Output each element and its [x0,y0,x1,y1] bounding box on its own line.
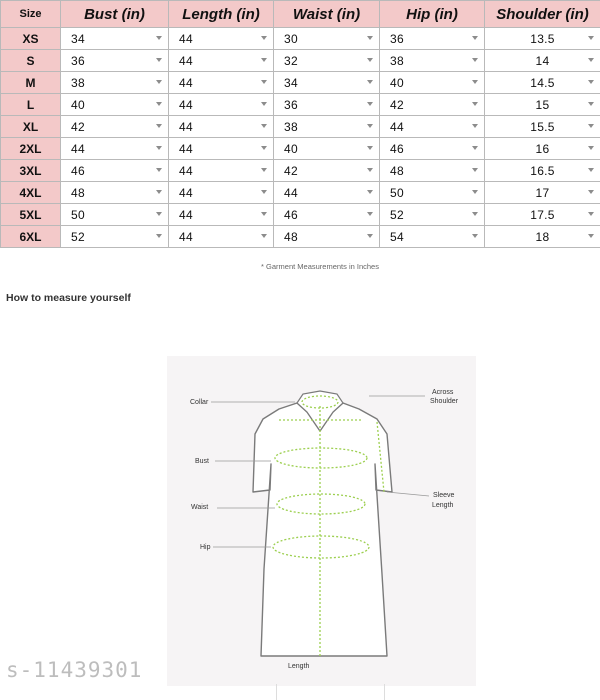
length-dropdown-cell[interactable] [169,182,274,204]
waist-dropdown-cell[interactable] [274,72,380,94]
length-dropdown-cell[interactable] [169,28,274,50]
dropdown-arrow-icon[interactable] [367,36,373,40]
waist-dropdown-cell[interactable] [274,182,380,204]
length-dropdown-cell[interactable] [169,160,274,182]
dropdown-arrow-icon[interactable] [472,102,478,106]
bust-value: 34 [71,31,85,46]
watermark-id: s-11439301 [6,658,143,682]
dropdown-arrow-icon[interactable] [472,234,478,238]
length-value: 44 [179,163,193,178]
size-cell: L [1,94,61,116]
waist-dropdown-cell[interactable] [274,138,380,160]
measurement-note: * Garment Measurements in Inches [261,262,379,271]
length-dropdown-cell[interactable] [169,226,274,248]
hip-dropdown-cell[interactable] [380,182,485,204]
bust-dropdown-cell[interactable] [61,94,169,116]
dropdown-arrow-icon[interactable] [261,102,267,106]
bust-dropdown-cell[interactable] [61,50,169,72]
size-cell: M [1,72,61,94]
header-bust: Bust (in) [61,1,169,28]
dropdown-arrow-icon[interactable] [261,58,267,62]
size-cell: S [1,50,61,72]
shoulder-dropdown-cell[interactable] [485,50,600,72]
dropdown-arrow-icon[interactable] [472,58,478,62]
dropdown-arrow-icon[interactable] [588,80,594,84]
hip-dropdown-cell[interactable] [380,28,485,50]
dropdown-arrow-icon[interactable] [472,168,478,172]
hip-dropdown-cell[interactable] [380,72,485,94]
shoulder-value: 16.5 [530,163,555,178]
waist-value: 32 [284,53,298,68]
hip-dropdown-cell[interactable] [380,50,485,72]
size-cell: XS [1,28,61,50]
bust-value: 44 [71,141,85,156]
across-shoulder-label-2: Shoulder [430,398,459,405]
waist-value: 34 [284,75,298,90]
dropdown-arrow-icon[interactable] [367,58,373,62]
dropdown-arrow-icon[interactable] [367,146,373,150]
length-dropdown-cell[interactable] [169,116,274,138]
shoulder-value: 14.5 [530,75,555,90]
bust-value: 46 [71,163,85,178]
table-row [1,72,600,94]
dropdown-arrow-icon[interactable] [367,190,373,194]
bust-value: 48 [71,185,85,200]
bust-value: 36 [71,53,85,68]
bust-value: 52 [71,229,85,244]
waist-value: 44 [284,185,298,200]
bust-dropdown-cell[interactable] [61,28,169,50]
bust-dropdown-cell[interactable] [61,138,169,160]
dropdown-arrow-icon[interactable] [261,80,267,84]
length-value: 44 [179,119,193,134]
bust-value: 42 [71,119,85,134]
dropdown-arrow-icon[interactable] [156,58,162,62]
dropdown-arrow-icon[interactable] [261,190,267,194]
shoulder-dropdown-cell[interactable] [485,138,600,160]
table-row [1,94,600,116]
dropdown-arrow-icon[interactable] [156,102,162,106]
size-cell: 3XL [1,160,61,182]
shoulder-value: 17 [535,185,550,200]
divider-line [276,684,277,700]
table-row [1,204,600,226]
dropdown-arrow-icon[interactable] [472,124,478,128]
shoulder-value: 13.5 [530,31,555,46]
length-dropdown-cell[interactable] [169,204,274,226]
dropdown-arrow-icon[interactable] [472,190,478,194]
shoulder-dropdown-cell[interactable] [485,182,600,204]
shoulder-dropdown-cell[interactable] [485,226,600,248]
table-row [1,138,600,160]
bust-dropdown-cell[interactable] [61,160,169,182]
shoulder-dropdown-cell[interactable] [485,116,600,138]
size-cell: 6XL [1,226,61,248]
waist-dropdown-cell[interactable] [274,28,380,50]
bust-dropdown-cell[interactable] [61,116,169,138]
header-hip: Hip (in) [380,1,485,28]
shoulder-value: 15.5 [530,119,555,134]
shoulder-value: 18 [535,229,550,244]
shoulder-value: 17.5 [530,207,555,222]
hip-value: 36 [390,31,404,46]
shoulder-dropdown-cell[interactable] [485,94,600,116]
divider-line [384,684,385,700]
dropdown-arrow-icon[interactable] [261,168,267,172]
dropdown-arrow-icon[interactable] [261,124,267,128]
hip-value: 50 [390,185,404,200]
bust-dropdown-cell[interactable] [61,182,169,204]
length-value: 44 [179,185,193,200]
hip-dropdown-cell[interactable] [380,226,485,248]
dropdown-arrow-icon[interactable] [588,212,594,216]
size-cell: 5XL [1,204,61,226]
bust-value: 38 [71,75,85,90]
dropdown-arrow-icon[interactable] [156,190,162,194]
length-label: Length [288,663,310,670]
dropdown-arrow-icon[interactable] [261,36,267,40]
size-cell: 4XL [1,182,61,204]
length-value: 44 [179,97,193,112]
dropdown-arrow-icon[interactable] [588,190,594,194]
length-value: 44 [179,229,193,244]
hip-value: 40 [390,75,404,90]
bust-dropdown-cell[interactable] [61,226,169,248]
across-shoulder-label-1: Across [432,389,454,396]
dropdown-arrow-icon[interactable] [367,80,373,84]
bust-value: 50 [71,207,85,222]
header-waist: Waist (in) [274,1,380,28]
dropdown-arrow-icon[interactable] [472,80,478,84]
waist-dropdown-cell[interactable] [274,94,380,116]
hip-value: 44 [390,119,404,134]
dropdown-arrow-icon[interactable] [156,234,162,238]
dropdown-arrow-icon[interactable] [156,36,162,40]
dropdown-arrow-icon[interactable] [261,234,267,238]
measurement-diagram [167,356,476,686]
shoulder-value: 14 [535,53,550,68]
bust-dropdown-cell[interactable] [61,204,169,226]
length-dropdown-cell[interactable] [169,94,274,116]
bust-value: 40 [71,97,85,112]
dropdown-arrow-icon[interactable] [261,146,267,150]
dropdown-arrow-icon[interactable] [367,168,373,172]
dropdown-arrow-icon[interactable] [156,80,162,84]
length-value: 44 [179,141,193,156]
hip-value: 52 [390,207,404,222]
hip-dropdown-cell[interactable] [380,116,485,138]
table-row [1,116,600,138]
dropdown-arrow-icon[interactable] [367,234,373,238]
dropdown-arrow-icon[interactable] [588,124,594,128]
dropdown-arrow-icon[interactable] [156,168,162,172]
header-shoulder: Shoulder (in) [485,1,600,28]
dropdown-arrow-icon[interactable] [588,58,594,62]
waist-value: 46 [284,207,298,222]
waist-value: 30 [284,31,298,46]
length-dropdown-cell[interactable] [169,72,274,94]
length-dropdown-cell[interactable] [169,138,274,160]
shoulder-dropdown-cell[interactable] [485,72,600,94]
table-row [1,28,600,50]
table-row [1,50,600,72]
dropdown-arrow-icon[interactable] [367,124,373,128]
hip-dropdown-cell[interactable] [380,138,485,160]
dropdown-arrow-icon[interactable] [261,212,267,216]
shoulder-value: 15 [535,97,550,112]
dropdown-arrow-icon[interactable] [588,36,594,40]
waist-value: 38 [284,119,298,134]
collar-label: Collar [190,399,209,406]
header-length: Length (in) [169,1,274,28]
hip-dropdown-cell[interactable] [380,204,485,226]
waist-value: 40 [284,141,298,156]
length-dropdown-cell[interactable] [169,50,274,72]
table-row [1,226,600,248]
waist-dropdown-cell[interactable] [274,160,380,182]
waist-value: 42 [284,163,298,178]
waist-dropdown-cell[interactable] [274,116,380,138]
hip-value: 46 [390,141,404,156]
bust-dropdown-cell[interactable] [61,72,169,94]
size-chart-table [0,0,600,248]
sleeve-label-2: Length [432,502,454,509]
table-row [1,160,600,182]
waist-dropdown-cell[interactable] [274,204,380,226]
shoulder-dropdown-cell[interactable] [485,204,600,226]
how-to-measure-title: How to measure yourself [6,292,131,304]
hip-value: 38 [390,53,404,68]
waist-value: 48 [284,229,298,244]
waist-label: Waist [191,504,209,511]
shoulder-value: 16 [535,141,550,156]
dropdown-arrow-icon[interactable] [367,212,373,216]
length-value: 44 [179,53,193,68]
dropdown-arrow-icon[interactable] [472,146,478,150]
shoulder-dropdown-cell[interactable] [485,28,600,50]
hip-value: 54 [390,229,404,244]
dropdown-arrow-icon[interactable] [588,168,594,172]
size-cell: XL [1,116,61,138]
hip-dropdown-cell[interactable] [380,160,485,182]
length-value: 44 [179,207,193,222]
hip-value: 48 [390,163,404,178]
dropdown-arrow-icon[interactable] [156,124,162,128]
dropdown-arrow-icon[interactable] [367,102,373,106]
hip-dropdown-cell[interactable] [380,94,485,116]
bust-label: Bust [195,458,210,465]
dropdown-arrow-icon[interactable] [588,234,594,238]
table-header-row [1,1,600,28]
size-cell: 2XL [1,138,61,160]
dropdown-arrow-icon[interactable] [472,212,478,216]
waist-dropdown-cell[interactable] [274,50,380,72]
dropdown-arrow-icon[interactable] [588,146,594,150]
dropdown-arrow-icon[interactable] [156,146,162,150]
dropdown-arrow-icon[interactable] [588,102,594,106]
dropdown-arrow-icon[interactable] [156,212,162,216]
hip-value: 42 [390,97,404,112]
waist-dropdown-cell[interactable] [274,226,380,248]
header-size: Size [1,1,61,28]
length-value: 44 [179,75,193,90]
dropdown-arrow-icon[interactable] [472,36,478,40]
waist-value: 36 [284,97,298,112]
hip-label: Hip [200,544,211,551]
shoulder-dropdown-cell[interactable] [485,160,600,182]
table-row [1,182,600,204]
sleeve-label-1: Sleeve [433,492,455,499]
length-value: 44 [179,31,193,46]
